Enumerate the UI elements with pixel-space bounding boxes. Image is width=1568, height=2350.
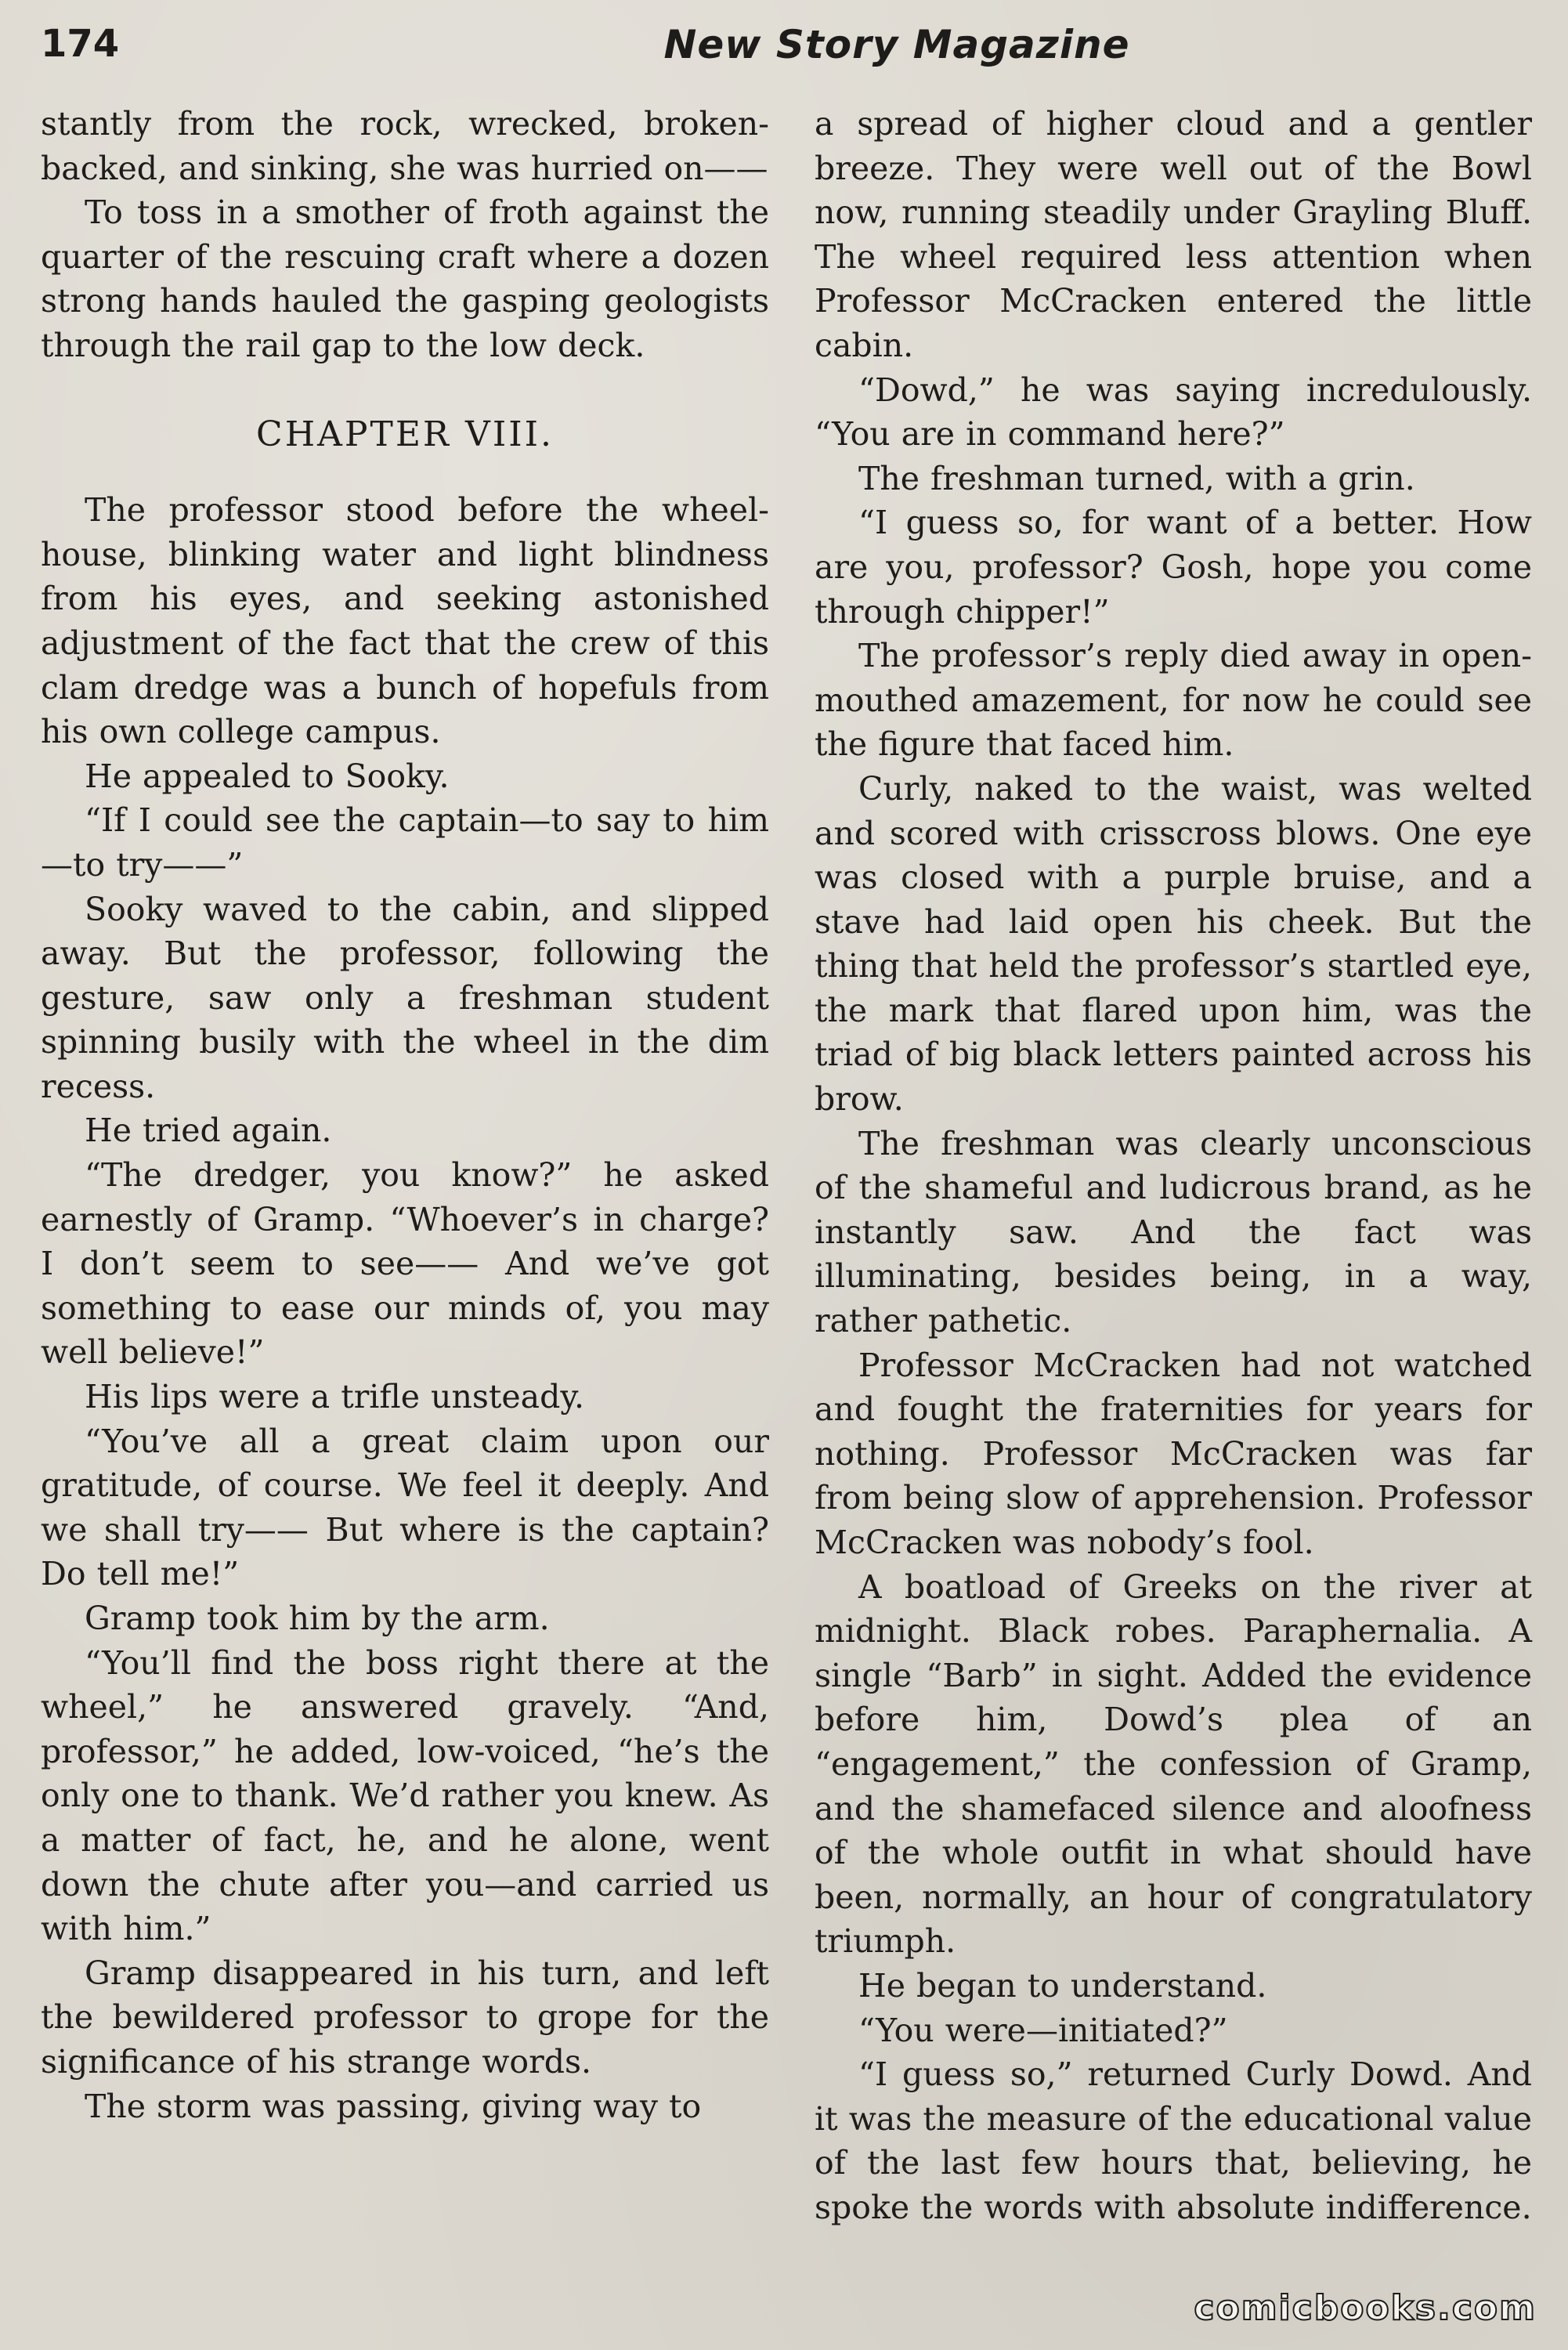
left-column xyxy=(41,102,769,2128)
paragraph: Gramp disappeared in his turn, and left the bewildered professor to grope for the significance of his strange words. xyxy=(41,1954,769,2081)
paragraph: His lips were a trifle unsteady. xyxy=(85,1378,585,1416)
paragraph: “You’ll find the boss right there at the wheel,” he answered gravely. “And, professor,” he added, low-voiced, “he’s the only one to thank. We’d rather you knew. As a matter of fact, he, and he alone, went down the chute after you—and carried us with him.” xyxy=(41,1643,769,1948)
paragraph: “You’ve all a great claim upon our gratitude, of course. We feel it deeply. And we shall try—— But where is the captain? Do tell me!” xyxy=(41,1422,769,1593)
paragraph: The storm was passing, giving way to xyxy=(85,2087,702,2125)
page-number: 174 xyxy=(41,22,120,66)
paragraph: The professor’s reply died away in open-mouthed amazement, for now he could see the figure that faced him. xyxy=(815,637,1532,764)
paragraph: “The dredger, you know?” he asked earnestly of Gramp. “Whoever’s in charge? I don’t seem to see—— And we’ve got something to ease our minds of, you may well believe!” xyxy=(41,1156,769,1372)
site-watermark: comicbooks.com xyxy=(1194,2288,1537,2328)
paragraph: stantly from the rock, wrecked, broken-backed, and sinking, she was hurried on—— xyxy=(41,105,769,187)
paragraph: He appealed to Sooky. xyxy=(85,757,450,795)
paragraph: The freshman was clearly unconscious of the shameful and ludicrous brand, as he instantly saw. And the fact was illuminating, besides being, in a way, rather pathetic. xyxy=(815,1124,1532,1340)
paragraph: “If I could see the captain—to say to him—to try——” xyxy=(41,801,769,884)
magazine-title: New Story Magazine xyxy=(663,22,1130,67)
paragraph: Gramp took him by the arm. xyxy=(85,1600,550,1637)
paragraph: To toss in a smother of froth against the quarter of the rescuing craft where a dozen strong hands hauled the gasping geologists through the rail gap to the low deck. xyxy=(41,193,769,364)
paragraph: Professor McCracken had not watched and fought the fraternities for years for nothing. Professor McCracken was far from being slow of apprehension. Professor McCracken was nobody’s fool. xyxy=(815,1346,1532,1561)
paragraph: a spread of higher cloud and a gentler breeze. They were well out of the Bowl now, running steadily under Grayling Bluff. The wheel required less attention when Professor McCracken entered the little cabin. xyxy=(815,105,1532,364)
paragraph: “Dowd,” he was saying incredulously. “You are in command here?” xyxy=(815,371,1532,454)
paragraph: “I guess so, for want of a better. How are you, professor? Gosh, hope you come through chipper!” xyxy=(815,504,1532,631)
paragraph: Curly, naked to the waist, was welted and scored with crisscross blows. One eye was closed with a purple bruise, and a stave had laid open his cheek. But the thing that held the professor’s startled eye, the mark that flared upon him, was the triad of big black letters painted across his brow. xyxy=(815,769,1532,1119)
paragraph: “I guess so,” returned Curly Dowd. And it was the measure of the educational value of the last few hours that, believing, he spoke the words with absolute indifference. xyxy=(815,2055,1532,2226)
paragraph: “You were—initiated?” xyxy=(858,2011,1228,2049)
paragraph: Sooky waved to the cabin, and slipped away. But the professor, following the gesture, saw only a freshman student spinning busily with the wheel in the dim recess. xyxy=(41,890,769,1105)
paragraph: The professor stood before the wheel-house, blinking water and light blindness from his eyes, and seeking astonished adjustment of the fact that the crew of this clam dredge was a bunch of hopefuls from his own college campus. xyxy=(41,491,769,751)
right-column xyxy=(815,102,1532,2230)
paragraph: He tried again. xyxy=(85,1112,332,1150)
page-header xyxy=(31,22,1535,77)
chapter-heading: CHAPTER VIII. xyxy=(256,414,554,454)
paragraph: The freshman turned, with a grin. xyxy=(858,459,1415,497)
paragraph: He began to understand. xyxy=(858,1966,1267,2005)
paragraph: A boatload of Greeks on the river at midnight. Black robes. Paraphernalia. A single “Barb” in sight. Added the evidence before him, Dowd’s plea of an “engagement,” the confession of Gramp, and the shamefaced silence and aloofness of the whole outfit in what should have been, normally, an hour of congratulatory triumph. xyxy=(815,1567,1532,1961)
